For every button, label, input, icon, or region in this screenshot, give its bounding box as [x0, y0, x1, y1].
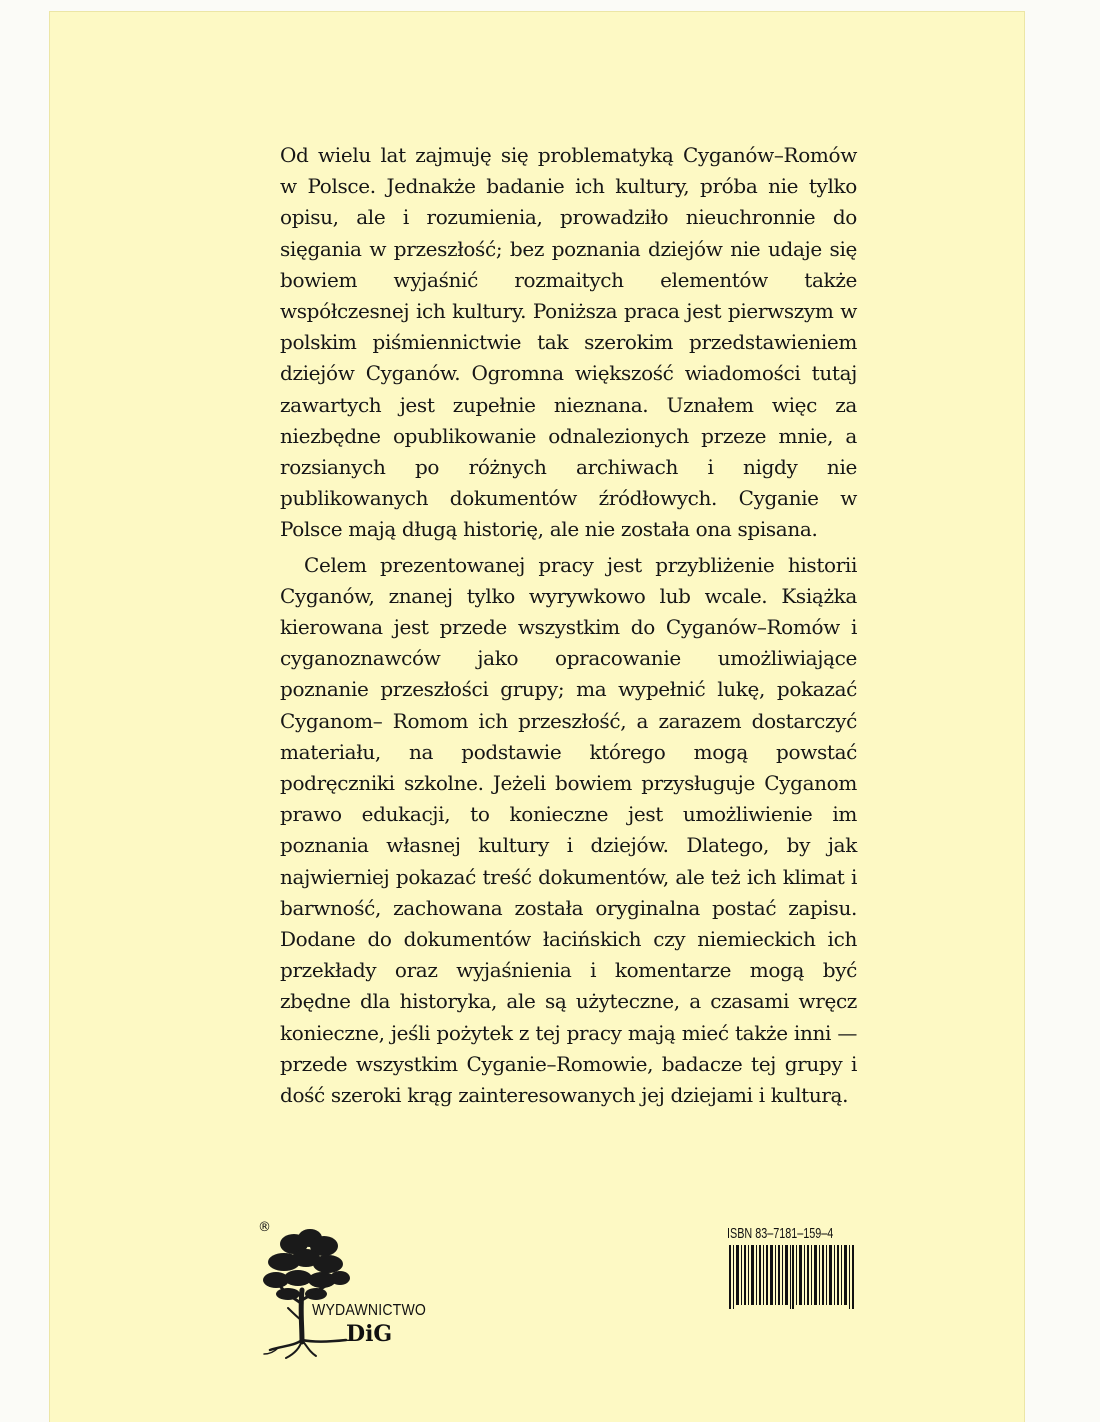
blurb-paragraph-1: Od wielu lat zajmuję się problematyką Cyganów–Romów w Polsce. Jednakże badanie ich kultury, próba nie tylko opisu, ale i rozumienia, prowadziło nieuchronnie do sięgania w przeszłość; bez poznania dziejów nie udaje się bowiem wyjaśnić rozmaitych elementów także współczesnej ich kultury. Poniższa praca jest pierwszym w polskim piśmiennictwie tak szerokim przedstawieniem dziejów Cyganów. Ogromna większość wiadomości tutaj zawartych jest zupełnie nieznana. Uznałem więc za niezbędne opublikowanie odnalezionych przeze mnie, a rozsianych po różnych archiwach i nigdy nie publikowanych dokumentów źródłowych. Cyganie w Polsce mają długą historię, ale nie została ona spisana.	[280, 143, 857, 542]
barcode-icon	[727, 1245, 857, 1309]
blurb-paragraph-2: Celem prezentowanej pracy jest przybliżenie historii Cyganów, znanej tylko wyrywkowo lub wcale. Książka kierowana jest przede wszystkim do Cyganów–Romów i cyganoznawców jako opracowanie umożliwiające poznanie przeszłości grupy; ma wypełnić lukę, pokazać Cyganom– Romom ich przeszłość, a zarazem dostarczyć materiału, na podstawie którego mogą powstać podręczniki szkolne. Jeżeli bowiem przysługuje Cyganom prawo edukacji, to konieczne jest umożliwienie im poznania własnej kultury i dziejów. Dlatego, by jak najwierniej pokazać treść dokumentów, ale też ich klimat i barwność, zachowana została oryginalna postać zapisu. Dodane do dokumentów łacińskich czy niemieckich ich przekłady oraz wyjaśnienia i komentarze mogą być zbędne dla historyka, ale są użyteczne, a czasami wręcz konieczne, jeśli pożytek z tej pracy mają mieć także inni — przede wszystkim Cyganie–Romowie, badacze tej grupy i dość szeroki krąg zainteresowanych jej dziejami i kulturą.	[280, 552, 857, 1108]
isbn-barcode-block	[727, 1225, 857, 1310]
publisher-name-line1: WYDAWNICTWO	[312, 1302, 427, 1319]
registered-mark: ®	[258, 1220, 271, 1235]
blurb-text	[280, 140, 857, 1111]
publisher-logo	[258, 1220, 433, 1359]
publisher-name-line2: DiG	[346, 1321, 393, 1347]
isbn-label: ISBN 83–7181–159–4	[727, 1225, 834, 1242]
